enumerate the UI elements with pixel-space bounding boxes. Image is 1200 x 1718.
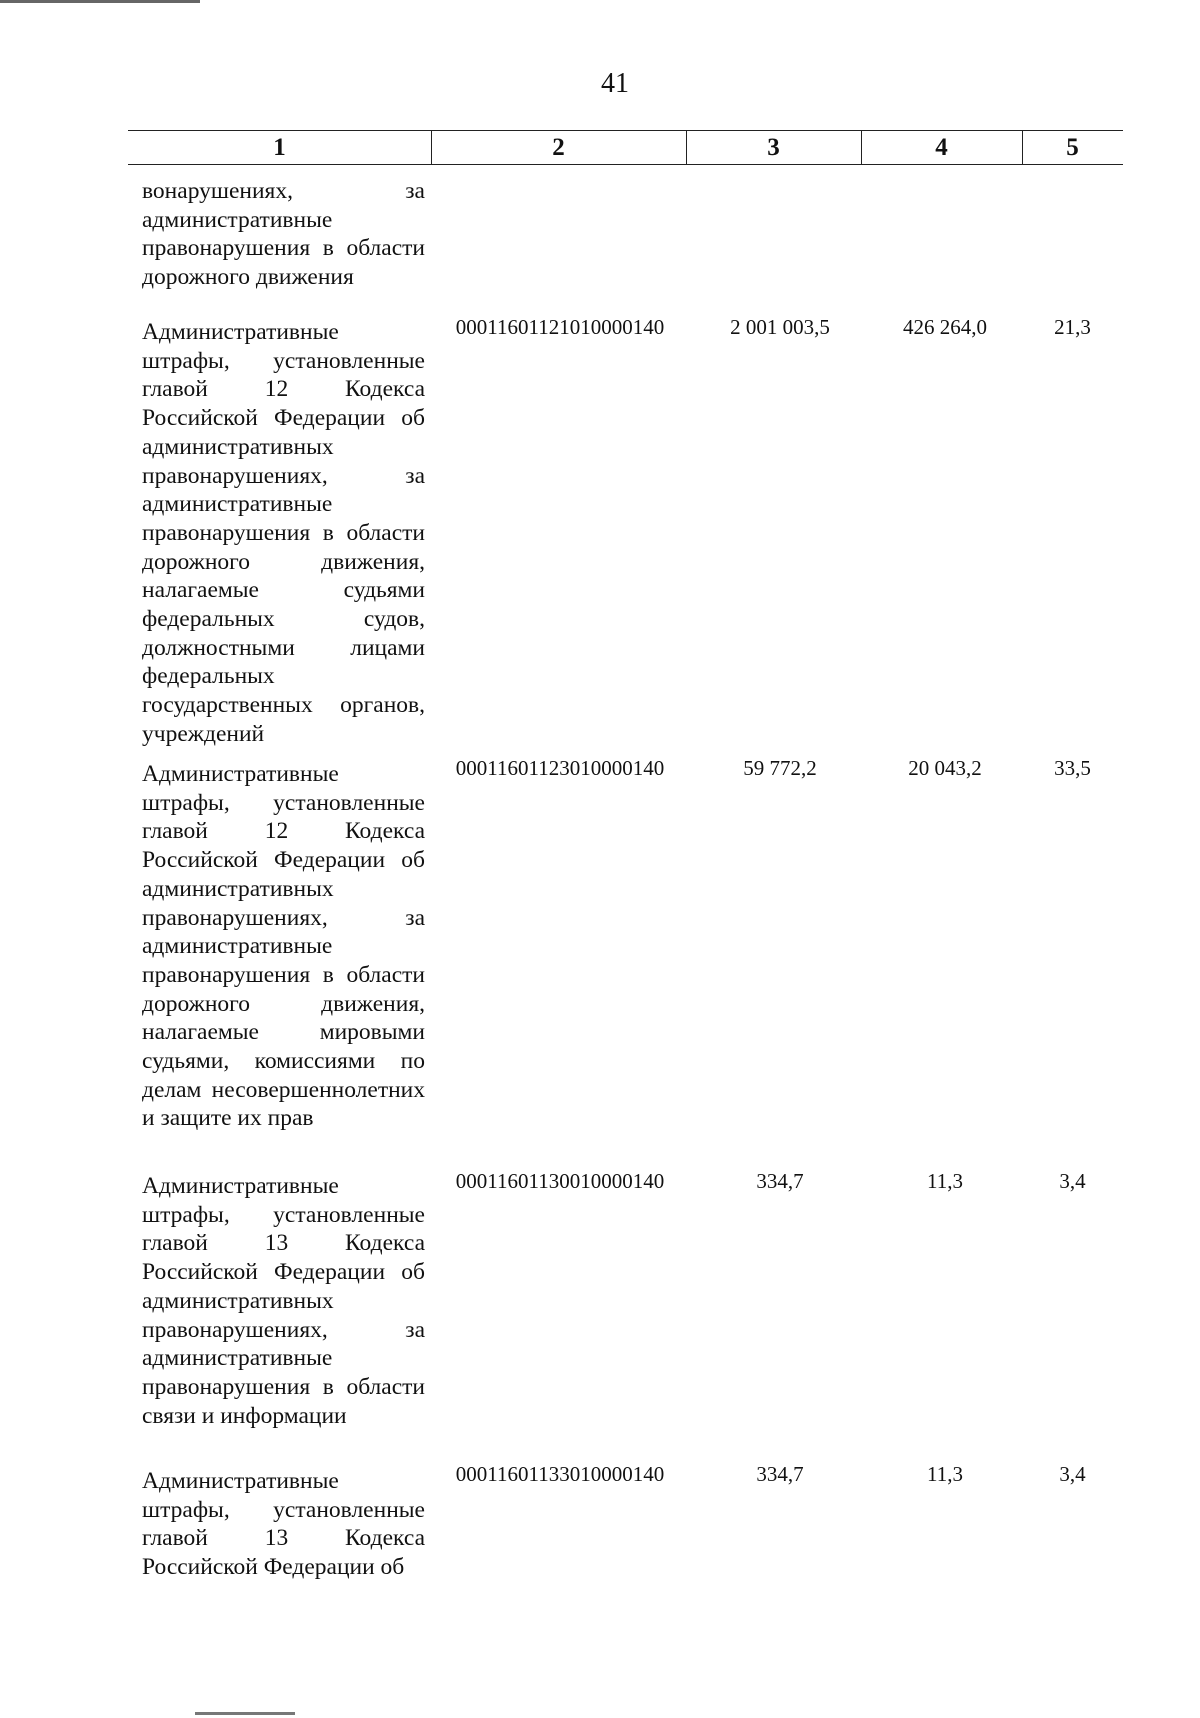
row-value-col3: 334,7 bbox=[756, 1169, 804, 1193]
row-value-col4: 426 264,0 bbox=[903, 315, 987, 339]
row-code: 00011601123010000140 bbox=[455, 756, 665, 780]
row-code: 00011601130010000140 bbox=[455, 1169, 665, 1193]
scan-artifact bbox=[0, 0, 200, 3]
row-description: Административные штрафы, установленные главой 13 Кодекса Российской Федерации об административных правонарушениях, за административные правонарушения в области связи и информации bbox=[142, 1173, 425, 1429]
row-code: 00011601133010000140 bbox=[455, 1462, 665, 1486]
row-description: вонарушениях, за административные правонарушения в области дорожного движения bbox=[142, 178, 425, 291]
row-description: Административные штрафы, установленные главой 13 Кодекса Российской Федерации об bbox=[142, 1468, 425, 1581]
row-value-col5: 21,3 bbox=[1054, 315, 1091, 339]
row-value-col5: 3,4 bbox=[1059, 1169, 1086, 1193]
row-description: Административные штрафы, установленные главой 12 Кодекса Российской Федерации об административных правонарушениях, за административные правонарушения в области дорожного движения, налагаемые судьями федеральных судов, должностными лицами федеральных государственных органов, учреждений bbox=[142, 319, 425, 747]
column-header-5: 5 bbox=[1066, 134, 1079, 161]
row-value-col4: 11,3 bbox=[927, 1169, 963, 1193]
row-value-col5: 3,4 bbox=[1059, 1462, 1086, 1486]
row-value-col3: 59 772,2 bbox=[743, 756, 817, 780]
row-value-col3: 334,7 bbox=[756, 1462, 804, 1486]
column-header-3: 3 bbox=[767, 134, 780, 161]
column-header-1: 1 bbox=[273, 134, 286, 161]
scan-artifact bbox=[195, 1712, 295, 1715]
table-header-row bbox=[128, 130, 1123, 165]
row-value-col4: 11,3 bbox=[927, 1462, 963, 1486]
column-header-2: 2 bbox=[552, 134, 565, 161]
page-number: 41 bbox=[601, 68, 629, 99]
row-code: 00011601121010000140 bbox=[455, 315, 665, 339]
column-header-4: 4 bbox=[935, 134, 948, 161]
row-description: Административные штрафы, установленные главой 12 Кодекса Российской Федерации об административных правонарушениях, за административные правонарушения в области дорожного движения, налагаемые мировыми судьями, комиссиями по делам несовершеннолетних и защите их прав bbox=[142, 761, 425, 1132]
row-value-col5: 33,5 bbox=[1054, 756, 1091, 780]
row-value-col3: 2 001 003,5 bbox=[730, 315, 830, 339]
row-value-col4: 20 043,2 bbox=[908, 756, 982, 780]
